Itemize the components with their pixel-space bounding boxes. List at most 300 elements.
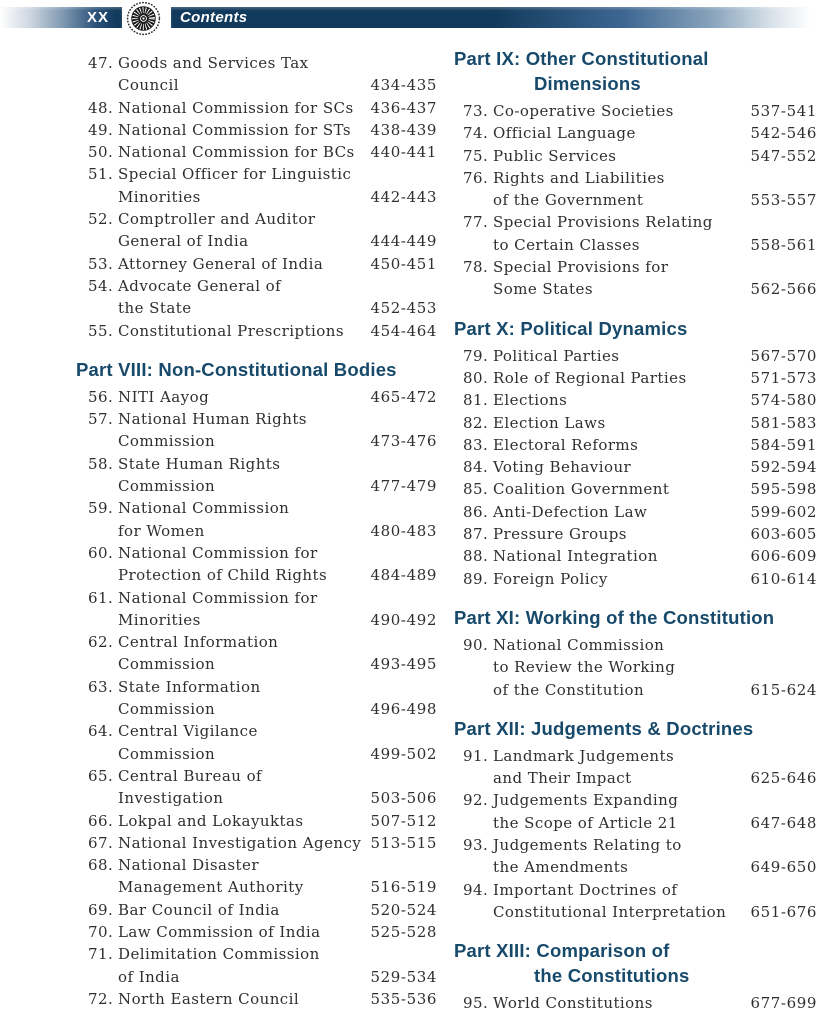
entry-pages: 542-546	[750, 124, 817, 143]
entry-number	[88, 520, 118, 542]
toc-entry	[463, 992, 817, 1014]
entry-title: to Review the Working	[493, 658, 676, 677]
entry-pages: 513-515	[370, 833, 437, 852]
part-heading-line: Part XI: Working of the Constitution	[454, 606, 775, 628]
entry-pages: 558-561	[750, 235, 817, 254]
entry-title: for Women	[118, 521, 205, 540]
toc-entry	[88, 810, 437, 832]
toc-entry	[88, 631, 437, 676]
toc-entry	[463, 145, 817, 167]
entry-title: Judgements Relating to	[493, 836, 682, 855]
toc-entry-row	[88, 141, 437, 163]
entry-number: 74.	[463, 124, 489, 143]
entry-pages: 444-449	[370, 232, 437, 251]
entry-title: National Human Rights	[118, 410, 307, 429]
entry-number	[463, 812, 493, 834]
entry-title: Elections	[493, 391, 568, 410]
toc-entry-row	[463, 145, 817, 167]
entry-number	[88, 609, 118, 631]
entry-number: 65.	[88, 766, 114, 785]
toc-entry-row	[88, 386, 437, 408]
entry-number: 49.	[88, 120, 114, 139]
toc-entry-row	[463, 634, 817, 656]
toc-entry	[463, 211, 817, 256]
toc-entry-row	[88, 988, 437, 1010]
entry-pages: 454-464	[370, 321, 437, 340]
entry-pages: 477-479	[370, 477, 437, 496]
part-heading	[454, 938, 817, 988]
entry-pages: 452-453	[370, 299, 437, 318]
entry-number: 75.	[463, 146, 489, 165]
toc-entry-row	[88, 119, 437, 141]
entry-number	[88, 475, 118, 497]
entry-pages: 499-502	[370, 744, 437, 763]
entry-pages: 436-437	[370, 98, 437, 117]
toc-entry-row	[88, 52, 437, 74]
toc-entry	[463, 834, 817, 879]
toc-entry	[463, 456, 817, 478]
entry-title: Minorities	[118, 610, 201, 629]
toc-entry	[463, 256, 817, 301]
entry-title: Council	[118, 76, 179, 95]
entry-title: of India	[118, 967, 180, 986]
entry-title: Investigation	[118, 789, 224, 808]
entry-number: 57.	[88, 410, 114, 429]
chakra-wheel-icon	[126, 1, 161, 36]
toc-entry-row	[463, 478, 817, 500]
toc-entry-row	[463, 122, 817, 144]
entry-number: 85.	[463, 480, 489, 499]
entry-pages: 473-476	[370, 432, 437, 451]
entry-number: 64.	[88, 722, 114, 741]
entry-number	[463, 656, 493, 678]
toc-entry-row	[88, 497, 437, 519]
toc-entry-row	[88, 966, 437, 988]
entry-pages: 516-519	[370, 878, 437, 897]
entry-pages: 625-646	[750, 769, 817, 788]
entry-title: Central Information	[118, 633, 279, 652]
toc-entry-row	[88, 320, 437, 342]
entry-pages: 450-451	[370, 254, 437, 273]
toc-entry-row	[463, 767, 817, 789]
toc-entry	[88, 52, 437, 97]
entry-pages: 480-483	[370, 521, 437, 540]
part-heading-line: Part XII: Judgements & Doctrines	[454, 717, 754, 739]
toc-entry	[463, 367, 817, 389]
toc-entry	[88, 497, 437, 542]
toc-entry-row	[463, 456, 817, 478]
toc-entry	[88, 408, 437, 453]
entry-pages: 496-498	[370, 700, 437, 719]
entry-number: 69.	[88, 900, 114, 919]
toc-entry-row	[88, 186, 437, 208]
toc-entry-row	[463, 412, 817, 434]
entry-title: Lokpal and Lokayuktas	[118, 811, 304, 830]
entry-number: 54.	[88, 276, 114, 295]
entry-number: 83.	[463, 435, 489, 454]
part-heading-line: Part X: Political Dynamics	[454, 317, 688, 339]
toc-columns	[0, 38, 817, 1015]
toc-entry-row	[463, 256, 817, 278]
entry-pages: 615-624	[750, 680, 817, 699]
part-heading	[76, 357, 437, 382]
entry-title: National Integration	[493, 547, 658, 566]
entry-title: Management Authority	[118, 878, 304, 897]
toc-entry	[88, 720, 437, 765]
entry-pages: 584-591	[750, 435, 817, 454]
entry-title: the Amendments	[493, 858, 629, 877]
entry-number	[463, 901, 493, 923]
entry-number: 84.	[463, 458, 489, 477]
entry-title: to Certain Classes	[493, 235, 640, 254]
entry-number: 81.	[463, 391, 489, 410]
entry-pages: 507-512	[370, 811, 437, 830]
entry-pages: 651-676	[750, 902, 817, 921]
entry-number: 51.	[88, 165, 114, 184]
entry-pages: 677-699	[750, 994, 817, 1013]
entry-number: 61.	[88, 588, 114, 607]
toc-entry-row	[88, 430, 437, 452]
entry-number	[88, 297, 118, 319]
entry-title: Law Commission of India	[118, 922, 321, 941]
toc-entry-row	[88, 631, 437, 653]
entry-number: 53.	[88, 254, 114, 273]
toc-entry	[88, 854, 437, 899]
entry-pages: 484-489	[370, 566, 437, 585]
entry-pages: 574-580	[750, 391, 817, 410]
toc-entry-row	[88, 832, 437, 854]
toc-entry-row	[88, 720, 437, 742]
entry-title: Central Vigilance	[118, 722, 258, 741]
toc-entry-row	[463, 189, 817, 211]
toc-entry	[88, 542, 437, 587]
toc-entry	[463, 345, 817, 367]
toc-entry-row	[88, 854, 437, 876]
entry-number: 80.	[463, 368, 489, 387]
entry-number: 58.	[88, 454, 114, 473]
entry-title: Special Provisions for	[493, 258, 669, 277]
entry-title: Comptroller and Auditor	[118, 210, 316, 229]
toc-entry-row	[88, 453, 437, 475]
toc-entry-row	[463, 367, 817, 389]
toc-entry	[463, 478, 817, 500]
entry-title: of the Government	[493, 191, 644, 210]
entry-pages: 434-435	[370, 76, 437, 95]
toc-entry-row	[463, 745, 817, 767]
entry-number: 78.	[463, 258, 489, 277]
toc-entry-row	[88, 163, 437, 185]
entry-number	[463, 278, 493, 300]
entry-title: Coalition Government	[493, 480, 670, 499]
toc-entry	[463, 634, 817, 701]
toc-entry-row	[88, 676, 437, 698]
toc-entry	[88, 253, 437, 275]
toc-entry	[88, 587, 437, 632]
toc-entry-row	[88, 97, 437, 119]
part-heading-line: the Constitutions	[534, 965, 690, 987]
entry-number	[88, 564, 118, 586]
toc-entry-row	[88, 876, 437, 898]
entry-title: Commission	[118, 744, 216, 763]
entry-number	[463, 234, 493, 256]
entry-number: 79.	[463, 346, 489, 365]
entry-number: 55.	[88, 321, 114, 340]
entry-number	[463, 767, 493, 789]
entry-title: Some States	[493, 280, 593, 299]
part-heading	[454, 716, 817, 741]
toc-entry-row	[88, 743, 437, 765]
entry-pages: 581-583	[750, 413, 817, 432]
entry-title: Rights and Liabilities	[493, 168, 665, 187]
toc-entry-row	[463, 523, 817, 545]
entry-title: Co-operative Societies	[493, 102, 674, 120]
entry-title: North Eastern Council	[118, 989, 300, 1008]
entry-title: Role of Regional Parties	[493, 368, 687, 387]
toc-entry-row	[88, 653, 437, 675]
entry-number: 62.	[88, 633, 114, 652]
toc-entry	[88, 119, 437, 141]
entry-title: Constitutional Prescriptions	[118, 321, 345, 340]
entry-number	[463, 856, 493, 878]
entry-number: 48.	[88, 98, 114, 117]
toc-entry	[88, 97, 437, 119]
entry-number: 47.	[88, 54, 114, 72]
entry-number: 73.	[463, 102, 489, 120]
toc-entry-row	[463, 100, 817, 122]
entry-title: Important Doctrines of	[493, 880, 678, 899]
entry-pages: 525-528	[370, 922, 437, 941]
toc-entry	[463, 789, 817, 834]
entry-pages: 606-609	[750, 547, 817, 566]
toc-entry	[88, 163, 437, 208]
toc-entry	[463, 389, 817, 411]
toc-entry-row	[88, 787, 437, 809]
entry-number: 94.	[463, 880, 489, 899]
toc-entry-row	[463, 278, 817, 300]
toc-entry-row	[88, 943, 437, 965]
toc-entry	[88, 943, 437, 988]
entry-number	[463, 679, 493, 701]
toc-entry	[463, 568, 817, 590]
entry-number: 71.	[88, 945, 114, 964]
toc-entry	[463, 879, 817, 924]
toc-column-left	[76, 46, 437, 1015]
entry-title: Advocate General of	[118, 276, 282, 295]
entry-title: State Human Rights	[118, 454, 281, 473]
entry-pages: 567-570	[750, 346, 817, 365]
part-heading	[454, 46, 817, 96]
toc-entry-row	[463, 856, 817, 878]
entry-pages: 592-594	[750, 458, 817, 477]
entry-number: 95.	[463, 994, 489, 1013]
entry-number: 72.	[88, 989, 114, 1008]
entry-title: the State	[118, 299, 192, 318]
entry-title: National Commission for	[118, 588, 318, 607]
toc-entry-row	[463, 234, 817, 256]
entry-number: 66.	[88, 811, 114, 830]
entry-pages: 571-573	[750, 368, 817, 387]
toc-entry-row	[463, 545, 817, 567]
toc-entry	[88, 832, 437, 854]
entry-title: NITI Aayog	[118, 387, 210, 406]
entry-number: 77.	[463, 213, 489, 232]
entry-pages: 438-439	[370, 120, 437, 139]
entry-title: Delimitation Commission	[118, 945, 320, 964]
entry-title: Political Parties	[493, 346, 620, 365]
entry-title: Pressure Groups	[493, 525, 627, 544]
entry-title: World Constitutions	[493, 994, 653, 1013]
part-heading-line: Dimensions	[534, 73, 641, 94]
entry-number: 92.	[463, 791, 489, 810]
entry-number: 88.	[463, 547, 489, 566]
toc-entry-row	[88, 475, 437, 497]
entry-title: State Information	[118, 677, 261, 696]
entry-pages: 647-648	[750, 813, 817, 832]
toc-entry-row	[88, 810, 437, 832]
entry-title: National Investigation Agency	[118, 833, 362, 852]
toc-entry	[88, 676, 437, 721]
toc-entry-row	[463, 345, 817, 367]
entry-pages: 465-472	[370, 387, 437, 406]
entry-title: Election Laws	[493, 413, 606, 432]
entry-number: 91.	[463, 746, 489, 765]
entry-title: National Commission	[493, 635, 665, 654]
toc-entry	[88, 765, 437, 810]
entry-number	[463, 189, 493, 211]
toc-entry-row	[463, 211, 817, 233]
toc-entry-row	[88, 564, 437, 586]
entry-title: Commission	[118, 432, 216, 451]
page-header	[0, 0, 817, 38]
toc-entry-row	[88, 698, 437, 720]
toc-entry-row	[88, 921, 437, 943]
toc-entry	[88, 899, 437, 921]
toc-entry	[88, 275, 437, 320]
toc-entry-row	[463, 834, 817, 856]
entry-pages: 529-534	[370, 967, 437, 986]
entry-title: Constitutional Interpretation	[493, 902, 727, 921]
entry-pages: 553-557	[750, 191, 817, 210]
entry-number: 82.	[463, 413, 489, 432]
entry-title: Commission	[118, 477, 216, 496]
toc-entry	[463, 100, 817, 122]
entry-number: 60.	[88, 543, 114, 562]
entry-title: Goods and Services Tax	[118, 54, 309, 72]
entry-title: National Disaster	[118, 856, 259, 875]
entry-number: 50.	[88, 143, 114, 162]
entry-number: 76.	[463, 168, 489, 187]
toc-entry-row	[463, 656, 817, 678]
entry-number	[88, 966, 118, 988]
entry-pages: 535-536	[370, 989, 437, 1008]
toc-entry	[463, 412, 817, 434]
entry-title: Commission	[118, 655, 216, 674]
entry-title: Voting Behaviour	[493, 458, 632, 477]
header-bar-right	[171, 7, 817, 28]
toc-entry-row	[88, 230, 437, 252]
entry-number	[88, 430, 118, 452]
toc-entry-row	[88, 297, 437, 319]
toc-entry	[88, 320, 437, 342]
entry-number: 86.	[463, 502, 489, 521]
entry-pages: 490-492	[370, 610, 437, 629]
toc-entry	[463, 745, 817, 790]
toc-entry-row	[463, 992, 817, 1014]
entry-title: Bar Council of India	[118, 900, 280, 919]
entry-title: Judgements Expanding	[493, 791, 679, 810]
entry-pages: 537-541	[750, 102, 817, 120]
toc-entry	[88, 453, 437, 498]
toc-entry-row	[88, 408, 437, 430]
part-heading-line: Part VIII: Non-Constitutional Bodies	[76, 358, 397, 380]
toc-entry	[88, 208, 437, 253]
entry-title: National Commission for STs	[118, 120, 352, 139]
entry-number	[88, 653, 118, 675]
header-bar-left	[0, 7, 122, 28]
entry-number: 52.	[88, 210, 114, 229]
part-heading	[454, 605, 817, 630]
entry-number: 87.	[463, 525, 489, 544]
entry-title: Special Provisions Relating	[493, 213, 713, 232]
toc-entry-row	[463, 812, 817, 834]
entry-pages: 442-443	[370, 187, 437, 206]
entry-pages: 603-605	[750, 525, 817, 544]
entry-pages: 595-598	[750, 480, 817, 499]
entry-number	[88, 230, 118, 252]
entry-pages: 562-566	[750, 280, 817, 299]
toc-entry-row	[88, 765, 437, 787]
entry-number: 59.	[88, 499, 114, 518]
entry-title: National Commission for BCs	[118, 143, 355, 162]
entry-title: Public Services	[493, 146, 617, 165]
entry-pages: 547-552	[750, 146, 817, 165]
toc-entry-row	[88, 587, 437, 609]
toc-entry-row	[463, 167, 817, 189]
entry-pages: 610-614	[750, 569, 817, 588]
entry-number: 90.	[463, 635, 489, 654]
toc-entry-row	[88, 275, 437, 297]
toc-entry-row	[88, 74, 437, 96]
entry-title: the Scope of Article 21	[493, 813, 678, 832]
entry-pages: 440-441	[370, 143, 437, 162]
entry-number: 89.	[463, 569, 489, 588]
toc-entry	[88, 988, 437, 1010]
entry-title: Foreign Policy	[493, 569, 608, 588]
entry-title: and Their Impact	[493, 769, 632, 788]
entry-number: 67.	[88, 833, 114, 852]
toc-entry-row	[88, 208, 437, 230]
entry-pages: 503-506	[370, 789, 437, 808]
entry-number: 70.	[88, 922, 114, 941]
entry-number: 68.	[88, 856, 114, 875]
entry-number	[88, 186, 118, 208]
entry-title: Special Officer for Linguistic	[118, 165, 352, 184]
toc-entry	[463, 167, 817, 212]
toc-entry-row	[88, 542, 437, 564]
entry-number	[88, 787, 118, 809]
toc-entry	[463, 523, 817, 545]
toc-entry-row	[88, 899, 437, 921]
part-heading-line: Part XIII: Comparison of	[454, 940, 670, 962]
entry-title: National Commission for	[118, 543, 318, 562]
toc-entry-row	[463, 389, 817, 411]
entry-number	[88, 743, 118, 765]
toc-entry-row	[88, 609, 437, 631]
entry-title: General of India	[118, 232, 249, 251]
toc-entry-row	[463, 901, 817, 923]
toc-entry-row	[88, 253, 437, 275]
entry-number: 63.	[88, 677, 114, 696]
